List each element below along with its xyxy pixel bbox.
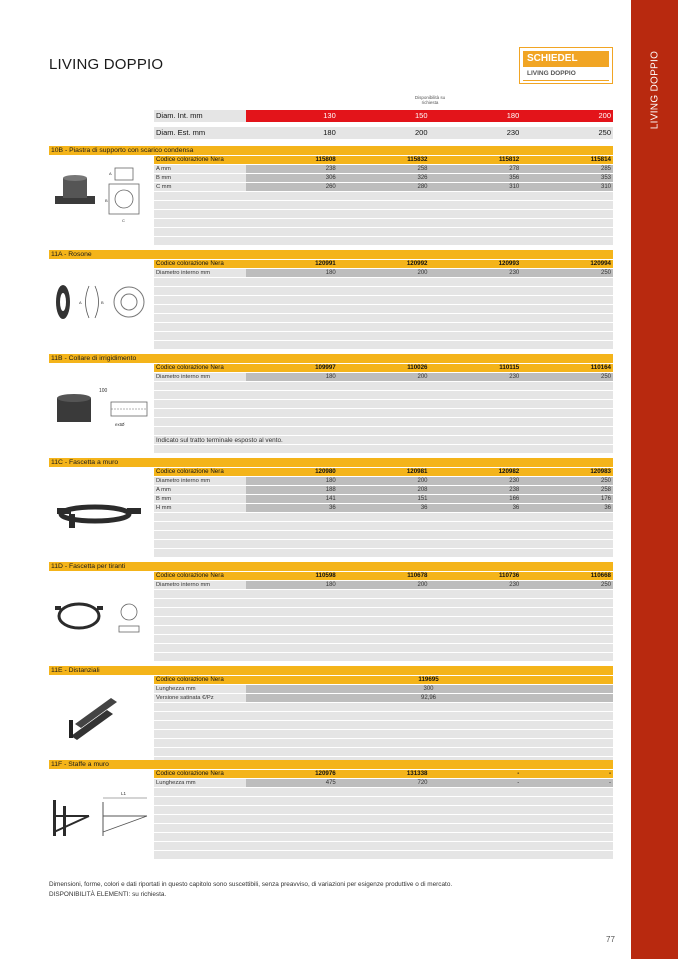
filler-row	[154, 851, 613, 860]
filler-row	[154, 549, 613, 558]
diam-int-value: 130	[323, 111, 336, 120]
filler-row	[154, 748, 613, 757]
page-title: LIVING DOPPIO	[49, 56, 164, 73]
filler-row	[154, 540, 613, 549]
filler-row	[154, 842, 613, 851]
diam-ext-value: 250	[598, 128, 611, 137]
filler-row	[154, 590, 613, 599]
svg-text:L1: L1	[121, 791, 127, 796]
svg-text:C: C	[122, 218, 125, 223]
filler-row	[154, 635, 613, 644]
section-title: 11D - Fascetta per tiranti	[49, 562, 613, 571]
filler-row	[154, 730, 613, 739]
section-title: 11B - Collare di irrigidimento	[49, 354, 613, 363]
filler-row	[154, 228, 613, 237]
diam-ext-value: 180	[323, 128, 336, 137]
filler-row	[154, 806, 613, 815]
table-row: Lunghezza mm 300	[154, 685, 613, 694]
table-row: Diametro interno mm 180 200 230 250	[156, 582, 611, 588]
filler-row	[154, 788, 613, 797]
filler-row	[154, 391, 613, 400]
filler-row	[154, 712, 613, 721]
filler-row	[154, 522, 613, 531]
svg-text:B: B	[101, 300, 104, 305]
section-title: 11A - Rosone	[49, 250, 613, 259]
filler-row	[154, 237, 613, 246]
table-row: Diametro interno mm 180 200 230 250	[156, 478, 611, 484]
table-row: Codice colorazione Nera 119695	[154, 676, 613, 685]
filler-row	[154, 617, 613, 626]
filler-row	[154, 513, 613, 522]
side-label: LIVING DOPPIO	[649, 50, 661, 130]
table-row: C mm 260 280 310 310	[156, 184, 611, 190]
filler-row	[154, 409, 613, 418]
filler-row	[154, 833, 613, 842]
table-row: A mm 188 208 238 258	[156, 487, 611, 493]
filler-row	[154, 400, 613, 409]
diam-ext-value: 230	[506, 128, 520, 137]
svg-text:B: B	[105, 198, 108, 203]
section-title: 11C - Fascetta a muro	[49, 458, 613, 467]
filler-row	[154, 824, 613, 833]
diam-int-value: 200	[598, 111, 611, 120]
filler-row	[154, 599, 613, 608]
logo-product: LIVING DOPPIO	[527, 70, 576, 77]
spacer-illustration	[49, 680, 149, 760]
disclaimer-text: Dimensioni, forme, colori e dati riportati in questo capitolo sono suscettibili, senza preavviso, di variazioni per esigenze produttive o di mercato.	[49, 881, 453, 888]
table-row: Lunghezza mm 475 720 - -	[156, 780, 611, 786]
side-band	[631, 0, 678, 959]
table-row: H mm 36 36 36 36	[156, 505, 611, 511]
filler-row	[154, 427, 613, 436]
svg-text:100: 100	[99, 388, 108, 394]
section-title: 10B - Piastra di supporto con scarico condensa	[49, 146, 613, 155]
filler-row	[154, 332, 613, 341]
table-row: Codice colorazione Nera 110598 110678 110736 110668	[156, 572, 611, 579]
table-row: Codice colorazione Nera 120976 131338 - -	[156, 770, 611, 777]
svg-text:A: A	[109, 171, 112, 176]
filler-row	[154, 644, 613, 653]
filler-row	[154, 278, 613, 287]
table-row: A mm 238 258 278 285	[156, 166, 611, 172]
diam-int-label: Diam. Int. mm	[154, 110, 246, 122]
diam-ext-label: Diam. Est. mm	[154, 127, 246, 139]
diam-int-value: 180	[506, 111, 520, 120]
footer-disclaimer	[49, 880, 452, 900]
filler-row	[154, 210, 613, 219]
filler-row	[154, 418, 613, 427]
filler-row	[154, 382, 613, 391]
table-row: Codice colorazione Nera 115808 115832 115812 115814	[156, 156, 611, 163]
filler-row	[154, 653, 613, 662]
diam-ext-row	[154, 127, 613, 139]
table-row: Codice colorazione Nera 120991 120992 120993 120994	[156, 260, 611, 267]
filler-row	[154, 797, 613, 806]
section-note: Indicato sul tratto terminale esposto al vento.	[154, 436, 613, 445]
filler-row	[154, 341, 613, 350]
table-row: B mm 306 326 356 353	[156, 175, 611, 181]
filler-row	[154, 287, 613, 296]
availability-text: DISPONIBILITÀ ELEMENTI: su richiesta.	[49, 891, 167, 898]
support-plate-illustration	[49, 160, 149, 240]
filler-row	[154, 323, 613, 332]
svg-text:extØ: extØ	[115, 422, 125, 427]
rosette-illustration	[49, 264, 149, 344]
availability-note: Disponibilità su richiesta	[414, 95, 446, 105]
schiedel-logo	[519, 47, 613, 84]
filler-row	[154, 626, 613, 635]
table-row: Codice colorazione Nera 120980 120981 120982 120983	[156, 468, 611, 475]
filler-row	[154, 192, 613, 201]
table-row: Versione satinata €/Pz 92,96	[154, 694, 613, 703]
logo-underline	[523, 80, 609, 81]
table-row: Diametro interno mm 180 200 230 250	[156, 270, 611, 276]
table-row: B mm 141 151 166 176	[156, 496, 611, 502]
svg-text:A: A	[79, 300, 82, 305]
table-row: Diametro interno mm 180 200 230 250	[156, 374, 611, 380]
filler-row	[154, 815, 613, 824]
filler-row	[154, 296, 613, 305]
stiffening-collar-illustration	[49, 368, 149, 448]
filler-row	[154, 721, 613, 730]
diam-int-value: 150	[414, 111, 428, 120]
filler-row	[154, 703, 613, 712]
diam-ext-value: 200	[414, 128, 428, 137]
filler-row	[154, 608, 613, 617]
filler-row	[154, 314, 613, 323]
diam-int-row	[154, 110, 613, 122]
filler-row	[154, 201, 613, 210]
section-title: 11E - Distanziali	[49, 666, 613, 675]
filler-row	[154, 739, 613, 748]
section-title: 11F - Staffe a muro	[49, 760, 613, 769]
filler-row	[154, 219, 613, 228]
filler-row	[154, 305, 613, 314]
filler-row	[154, 531, 613, 540]
table-row: Codice colorazione Nera 109997 110026 110115 110164	[156, 364, 611, 371]
filler-row	[154, 445, 613, 454]
logo-brand: SCHIEDEL	[523, 51, 609, 67]
page-number: 77	[606, 935, 615, 944]
tie-rod-clamp-illustration	[49, 576, 149, 656]
wall-clamp-illustration	[49, 472, 149, 552]
wall-bracket-illustration	[49, 774, 149, 854]
